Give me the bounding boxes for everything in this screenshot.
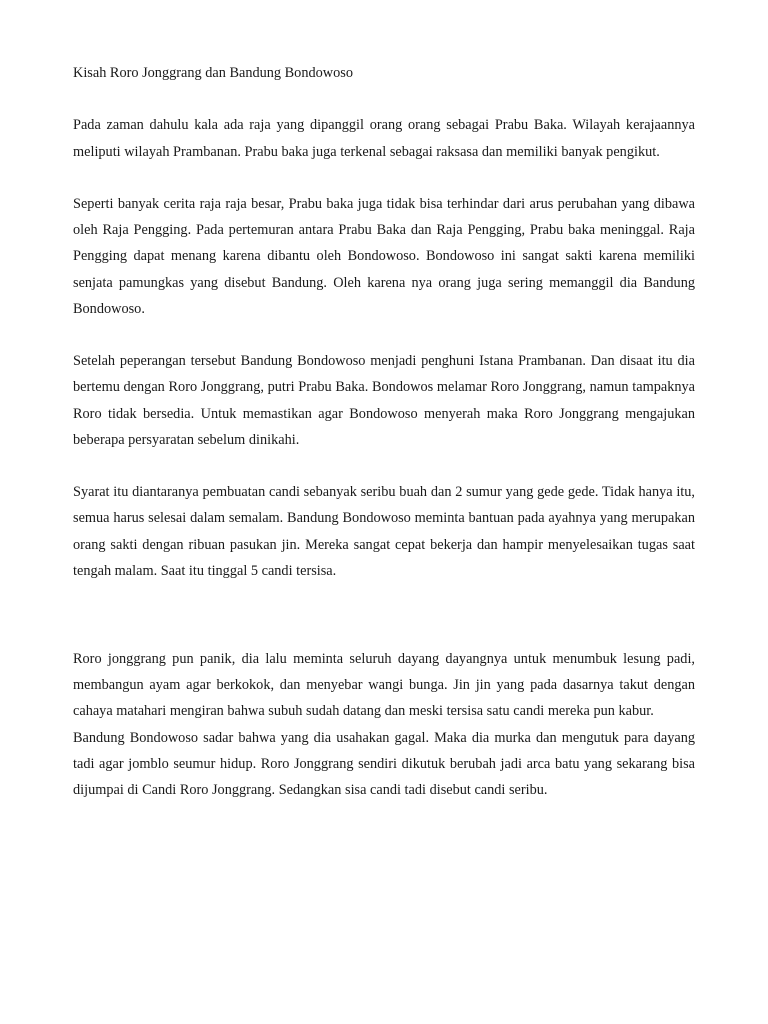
- document-text-column: [73, 60, 695, 803]
- paragraph-4: Syarat itu diantaranya pembuatan candi sebanyak seribu buah dan 2 sumur yang gede gede. Tidak hanya itu, semua harus selesai dalam semalam. Bandung Bondowoso meminta bantuan pada ayahnya yang merupakan orang sakti dengan ribuan pasukan jin. Mereka sangat cepat bekerja dan hampir menyelesaikan tugas saat tengah malam. Saat itu tinggal 5 candi tersisa.: [73, 484, 695, 579]
- paragraph-3: Setelah peperangan tersebut Bandung Bondowoso menjadi penghuni Istana Prambanan. Dan disaat itu dia bertemu dengan Roro Jonggrang, putri Prabu Baka. Bondowos melamar Roro Jonggrang, namun tampaknya Roro tidak bersedia. Untuk memastikan agar Bondowoso menyerah maka Roro Jonggrang mengajukan beberapa persyaratan sebelum dinikahi.: [73, 353, 695, 448]
- paragraph-1: Pada zaman dahulu kala ada raja yang dipanggil orang orang sebagai Prabu Baka. Wilayah kerajaannya meliputi wilayah Prambanan. Prabu baka juga terkenal sebagai raksasa dan memiliki banyak pengikut.: [73, 117, 695, 160]
- paragraph-5: Roro jonggrang pun panik, dia lalu meminta seluruh dayang dayangnya untuk menumbuk lesung padi, membangun ayam agar berkokok, dan menyebar wangi bunga. Jin jin yang pada dasarnya takut dengan cahaya matahari mengiran bahwa subuh sudah datang dan meski tersisa satu candi mereka pun kabur.: [73, 651, 695, 720]
- paragraph-2: Seperti banyak cerita raja raja besar, Prabu baka juga tidak bisa terhindar dari arus perubahan yang dibawa oleh Raja Pengging. Pada pertemuran antara Prabu Baka dan Raja Pengging, Prabu baka meninggal. Raja Pengging dapat menang karena dibantu oleh Bondowoso. Bondowoso ini sangat sakti karena memiliki senjata pamungkas yang disebut Bandung. Oleh karena nya orang juga sering memanggil dia Bandung Bondowoso.: [73, 195, 695, 317]
- paragraph-6: Bandung Bondowoso sadar bahwa yang dia usahakan gagal. Maka dia murka dan mengutuk para dayang tadi agar jomblo seumur hidup. Roro Jonggrang sendiri dikutuk berubah jadi arca batu yang sekarang bisa dijumpai di Candi Roro Jonggrang. Sedangkan sisa candi tadi disebut candi seribu.: [73, 729, 695, 799]
- document-title: Kisah Roro Jonggrang dan Bandung Bondowoso: [73, 65, 353, 81]
